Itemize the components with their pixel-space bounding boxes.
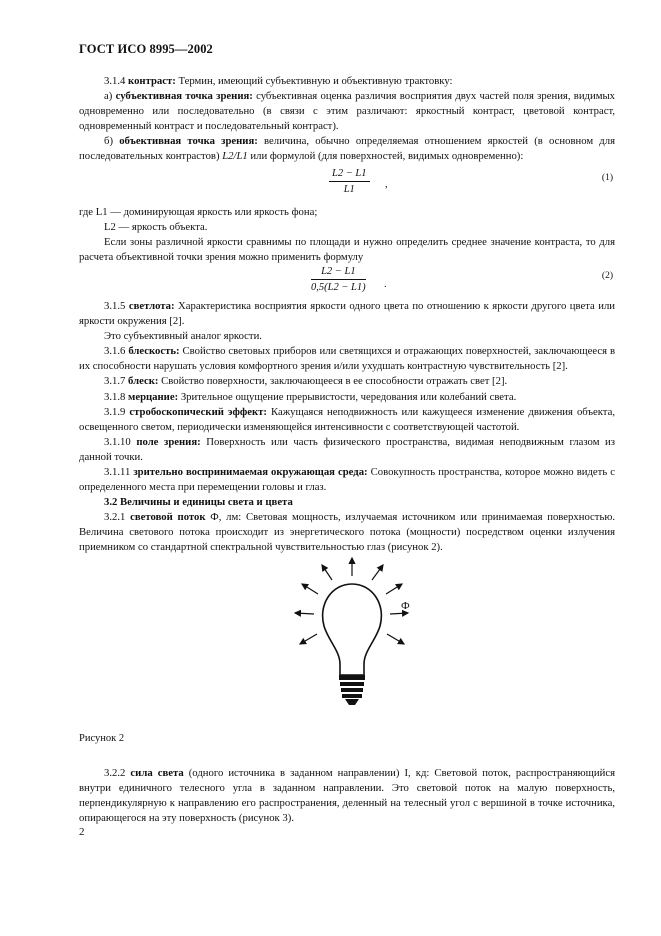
fraction-bar [329,181,370,182]
term-luminous-intensity: сила света [130,766,184,779]
clause-3-1-11: 3.1.11 зрительно воспринимаемая окружающая среда: Совокупность пространства, которое можно видеть с определенного места при перемещении головы и глаз. [79,465,615,494]
clause-3-1-10: 3.1.10 поле зрения: Поверхность или часть физического пространства, видимая неподвижным глазом из данной точки. [79,435,615,463]
where-line-1: где L1 — доминирующая яркость или яркость фона; [79,205,318,218]
figure-2-caption: Рисунок 2 [79,732,125,744]
term-lightness: светлота: [128,299,175,312]
term-visual-environment: зрительно воспринимаемая окружающая среда: [133,465,368,478]
flux-symbol-label: Ф [401,599,410,612]
clause-3-2-2: 3.2.2 сила света (одного источника в заданном направлении) I, кд: Световой поток, распространяющийся внутри единичного телесного угла в заданном направлении. Это световой поток на малую поверхность, перпендикулярную к направлению его распространения, деленный на телесный угол с вершиной в точке источника, опирающегося на эту поверхность (рисунок 3). [79,766,615,824]
formula-1-fraction [329,167,370,196]
formula-1 [79,165,615,205]
paragraph-subjective-analog: Это субъективный аналог яркости. [104,330,262,343]
clause-3-2-1: 3.2.1 световой поток Ф, лм: Световая мощность, излучаемая источником или принимаемая поверхностью. Величина светового потока происходит из энергетического потока (мощности) посредством оценки излучения приемником со стандартной спектральной чувствительностью глаз (рисунок 2). [79,511,616,554]
section-heading-3-2: 3.2 Величины и единицы света и цвета [104,496,293,509]
clause-objective: б) объективная точка зрения: величина, обычно определяемая отношением яркостей (в основном для последовательных контрастов) L2/L1 или формулой (для поверхностей, видимых одновременно): [79,135,615,163]
document-body [79,74,615,826]
clause-3-1-5: 3.1.5 светлота: Характеристика восприятия яркости одного цвета по отношению к яркости другого цвета или яркости окружения [2]. [79,299,615,328]
clause-3-1-6: 3.1.6 блескость: Свойство световых приборов или светящихся и отражающих поверхностей, заключающееся в их способности нарушать условия комфортного зрения и/или ухудшать контрастную чувствительность [2]. [79,345,615,373]
formula-1-numerator: L2 − L1 [332,167,367,179]
where-line-2: L2 — яркость объекта. [104,220,208,233]
figure-2 [79,556,615,731]
term-flicker: мерцание: [128,390,179,403]
formula-2-period: . [384,278,387,290]
term-glare: блескость: [128,345,180,358]
clause-subjective: а) субъективная точка зрения: субъективная оценка различия восприятия двух частей поля зрения, видимых одновременно или последовательно (в связи с этим различают: яркостный контраст, цветовой контраст, одновременный контраст и последовательный контраст). [79,90,615,133]
equation-number-1: (1) [601,172,613,183]
clause-3-1-9: 3.1.9 стробоскопический эффект: Кажущаяся неподвижность или кажущееся изменение движения объекта, освещенного светом, периодически изменяющейся интенсивности с соответствующей частотой. [79,405,616,433]
formula-2 [79,265,615,299]
clause-3-1-8: 3.1.8 мерцание: Зрительное ощущение прерывистости, чередования или колебаний света. [104,390,517,403]
formula-2-denominator: 0,5(L2 − L1) [311,281,366,293]
term-objective: объективная точка зрения: [119,135,258,148]
formula-2-fraction [311,265,366,294]
term-subjective: субъективная точка зрения: [115,90,253,103]
equation-number-2: (2) [601,270,613,281]
term-gloss: блеск: [128,375,159,388]
luminance-ratio: L2/L1 [222,150,248,163]
clause-3-1-7: 3.1.7 блеск: Свойство поверхности, заключающееся в ее способности отражать свет [2]. [104,375,508,388]
fraction-bar [311,279,366,280]
light-bulb-illustration [288,556,418,726]
formula-1-denominator: L1 [343,183,355,195]
formula-1-comma: , [385,178,388,190]
term-luminous-flux: световой поток [130,511,206,524]
term-field-of-view: поле зрения: [136,435,201,448]
paragraph-average-contrast: Если зоны различной яркости сравнимы по площади и нужно определить среднее значение контраста, то для расчета объективной точки зрения можно применить формулу [79,235,615,263]
document-header: ГОСТ ИСО 8995—2002 [79,42,213,56]
page-number: 2 [79,826,85,838]
formula-2-numerator: L2 − L1 [321,265,356,277]
term-stroboscopic: стробоскопический эффект: [129,405,267,418]
clause-3-1-4: 3.1.4 контраст: Термин, имеющий субъективную и объективную трактовку: [104,75,453,87]
term-contrast: контраст: [128,75,176,87]
